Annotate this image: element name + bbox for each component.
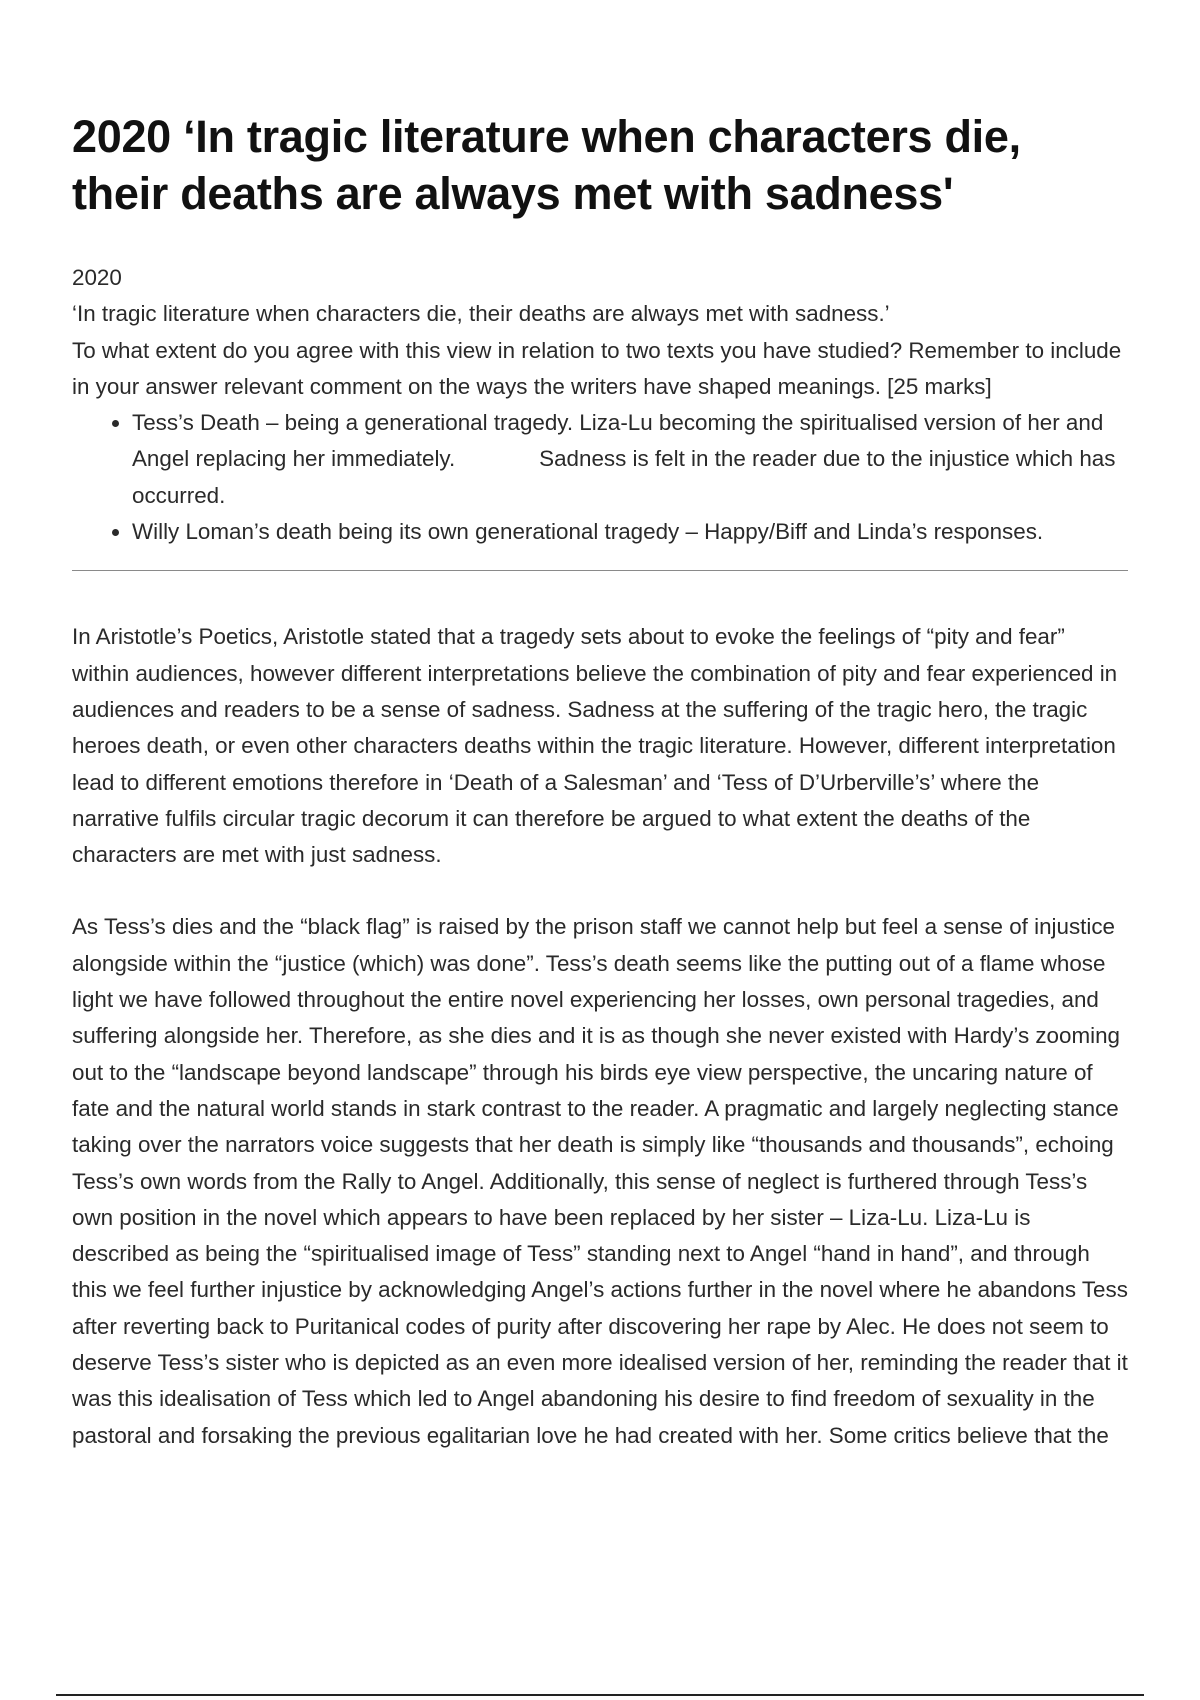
plan-bullet-text: Willy Loman’s death being its own generational tragedy – Happy/Biff and Linda’s responses.: [132, 519, 1044, 545]
question-prompt: To what extent do you agree with this view in relation to two texts you have studied? Remember to include in your answer relevant comment on the ways the writers have shaped meanings. [25 marks]: [72, 337, 1122, 399]
document-page: [72, 108, 1128, 1490]
plan-bullet-text: Sadness is felt in the reader due to the injustice which has occurred.: [132, 446, 1116, 508]
plan-bullet-item: [132, 514, 1128, 550]
question-block: [72, 260, 1128, 405]
question-year: 2020: [72, 265, 122, 290]
document-title: 2020 ‘In tragic literature when characters die, their deaths are always met with sadness': [72, 111, 1021, 219]
page-bottom-rule: [56, 1694, 1144, 1696]
essay-paragraph: In Aristotle’s Poetics, Aristotle stated that a tragedy sets about to evoke the feelings of “pity and fear” within audiences, however different interpretations believe the combination of pity and fear experienced in audiences and readers to be a sense of sadness. Sadness at the suffering of the tragic hero, the tragic heroes death, or even other characters deaths within the tragic literature. However, different interpretation lead to different emotions therefore in ‘Death of a Salesman’ and ‘Tess of D’Urberville’s’ where the narrative fulfils circular tragic decorum it can therefore be argued to what extent the deaths of the characters are met with just sadness.: [72, 624, 1118, 868]
essay-body: [72, 619, 1128, 1454]
plan-bullet-item: [132, 405, 1128, 514]
section-divider: [72, 570, 1128, 571]
question-quote: ‘In tragic literature when characters die, their deaths are always met with sadness.’: [72, 301, 890, 327]
plan-bullet-list: [72, 405, 1128, 550]
essay-paragraph: As Tess’s dies and the “black flag” is raised by the prison staff we cannot help but feel a sense of injustice alongside within the “justice (which) was done”. Tess’s death seems like the putting out of a flame whose light we have followed throughout the entire novel experiencing her losses, own personal tragedies, and suffering alongside her. Therefore, as she dies and it is as though she never existed with Hardy’s zooming out to the “landscape beyond landscape” through his birds eye view perspective, the uncaring nature of fate and the natural world stands in stark contrast to the reader. A pragmatic and largely neglecting stance taking over the narrators voice suggests that her death is simply like “thousands and thousands”, echoing Tess’s own words from the Rally to Angel. Additionally, this sense of neglect is furthered through Tess’s own position in the novel which appears to have been replaced by her sister – Liza-Lu. Liza-Lu is described as being the “spiritualised image of Tess” standing next to Angel “hand in hand”, and through this we feel further injustice by acknowledging Angel’s actions further in the novel where he abandons Tess after reverting back to Puritanical codes of purity after discovering her rape by Alec. He does not seem to deserve Tess’s sister who is depicted as an even more idealised version of her, reminding the reader that it was this idealisation of Tess which led to Angel abandoning his desire to find freedom of sexuality in the pastoral and forsaking the previous egalitarian love he had created with her. Some critics believe that the: [72, 914, 1128, 1448]
plan-bullet-text: Tess’s Death – being a generational tragedy. Liza-Lu becoming the spiritualised version of her and Angel replacing her immediately.: [132, 410, 1104, 472]
